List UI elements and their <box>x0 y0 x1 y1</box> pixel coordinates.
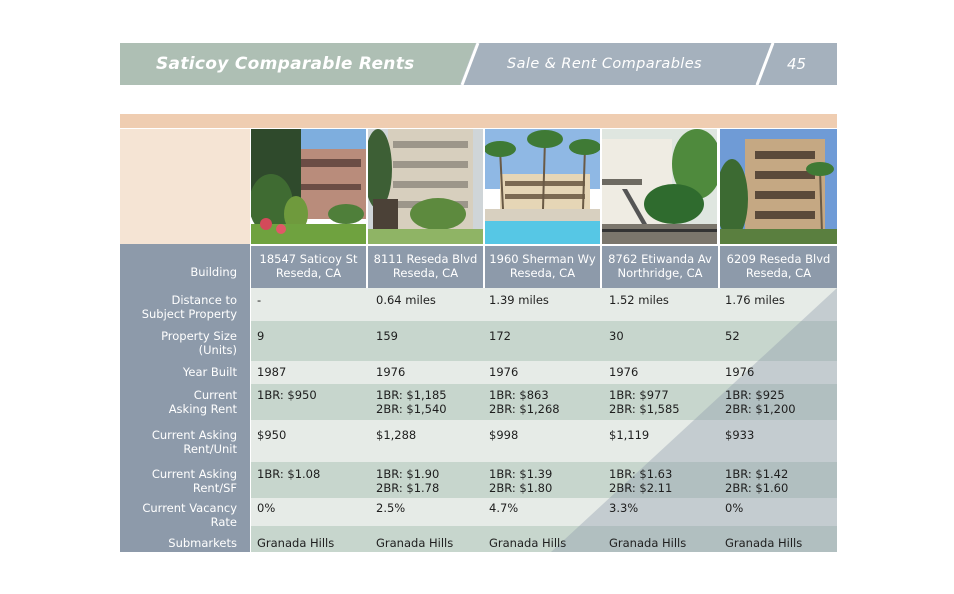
rent-per-unit-value: $933 <box>725 428 755 442</box>
units-value: 172 <box>489 329 511 343</box>
year-built-value: 1987 <box>257 365 287 379</box>
rent-per-unit-value: $998 <box>489 428 519 442</box>
row-label-per-sf: Current Asking Rent/SF <box>151 467 237 495</box>
diagonal-overlay <box>251 288 837 552</box>
rent-per-sf-value: 1BR: $1.39 2BR: $1.80 <box>489 467 553 495</box>
year-built-value: 1976 <box>609 365 639 379</box>
page-number: 45 <box>787 55 807 73</box>
building-address: 1960 Sherman Wy <box>489 252 596 266</box>
distance-value: 1.39 miles <box>489 293 549 307</box>
table-corner <box>120 129 250 244</box>
vacancy-value: 0% <box>257 501 276 515</box>
building-address: 8111 Reseda Blvd <box>373 252 478 266</box>
submarket-value: Granada Hills <box>609 536 687 550</box>
building-address: 18547 Saticoy St <box>259 252 358 266</box>
building-photo-reseda-6209 <box>720 129 837 244</box>
rent-per-sf-value: 1BR: $1.63 2BR: $2.11 <box>609 467 673 495</box>
header-banner <box>120 43 837 85</box>
building-address: 6209 Reseda Blvd <box>726 252 831 266</box>
units-value: 30 <box>609 329 624 343</box>
row-label-distance: Distance to Subject Property <box>141 293 237 321</box>
rent-per-sf-value: 1BR: $1.08 <box>257 467 321 481</box>
table-body-background <box>251 288 837 552</box>
building-city: Reseda, CA <box>745 266 812 280</box>
row-label-building: Building <box>190 265 237 279</box>
submarket-value: Granada Hills <box>257 536 335 550</box>
asking-rent-value: 1BR: $950 <box>257 388 317 402</box>
year-built-value: 1976 <box>376 365 406 379</box>
distance-value: 0.64 miles <box>376 293 436 307</box>
building-address: 8762 Etiwanda Av <box>608 252 712 266</box>
building-name-cell <box>368 246 483 288</box>
building-name-cell <box>485 246 600 288</box>
units-value: 52 <box>725 329 740 343</box>
distance-value: - <box>257 293 262 307</box>
asking-rent-value: 1BR: $1,185 2BR: $1,540 <box>376 388 447 416</box>
rent-per-sf-value: 1BR: $1.42 2BR: $1.60 <box>725 467 789 495</box>
distance-value: 1.52 miles <box>609 293 669 307</box>
accent-bar <box>120 114 837 128</box>
page-title: Saticoy Comparable Rents <box>156 54 415 74</box>
building-photo-sherman <box>485 129 600 244</box>
row-label-submarket: Submarkets <box>168 536 237 550</box>
units-value: 9 <box>257 329 265 343</box>
asking-rent-value: 1BR: $863 2BR: $1,268 <box>489 388 560 416</box>
year-built-value: 1976 <box>489 365 519 379</box>
asking-rent-value: 1BR: $925 2BR: $1,200 <box>725 388 796 416</box>
submarket-value: Granada Hills <box>725 536 803 550</box>
rent-per-unit-value: $1,119 <box>609 428 650 442</box>
building-photo-saticoy <box>251 129 366 244</box>
rent-per-unit-value: $950 <box>257 428 287 442</box>
building-photo-reseda-8111 <box>368 129 483 244</box>
row-label-size: Property Size (Units) <box>161 329 237 357</box>
section-title: Sale & Rent Comparables <box>507 56 703 72</box>
vacancy-value: 2.5% <box>376 501 406 515</box>
distance-value: 1.76 miles <box>725 293 785 307</box>
comparables-table <box>120 129 837 552</box>
rent-per-unit-value: $1,288 <box>376 428 417 442</box>
building-name-cell <box>602 246 718 288</box>
submarket-value: Granada Hills <box>376 536 454 550</box>
vacancy-value: 0% <box>725 501 744 515</box>
building-city: Reseda, CA <box>392 266 459 280</box>
units-value: 159 <box>376 329 398 343</box>
building-name-cell <box>720 246 837 288</box>
vacancy-value: 4.7% <box>489 501 519 515</box>
building-name-cell <box>251 246 366 288</box>
building-photo-etiwanda <box>602 129 717 244</box>
year-built-value: 1976 <box>725 365 755 379</box>
building-city: Reseda, CA <box>509 266 576 280</box>
row-label-asking: Current Asking Rent <box>168 388 237 416</box>
vacancy-value: 3.3% <box>609 501 639 515</box>
building-city: Northridge, CA <box>617 266 703 280</box>
rent-per-sf-value: 1BR: $1.90 2BR: $1.78 <box>376 467 440 495</box>
row-label-year: Year Built <box>182 365 237 379</box>
asking-rent-value: 1BR: $977 2BR: $1,585 <box>609 388 680 416</box>
row-label-per-unit: Current Asking Rent/Unit <box>151 428 237 456</box>
row-label-vacancy: Current Vacancy Rate <box>142 501 237 529</box>
submarket-value: Granada Hills <box>489 536 567 550</box>
building-city: Reseda, CA <box>275 266 342 280</box>
